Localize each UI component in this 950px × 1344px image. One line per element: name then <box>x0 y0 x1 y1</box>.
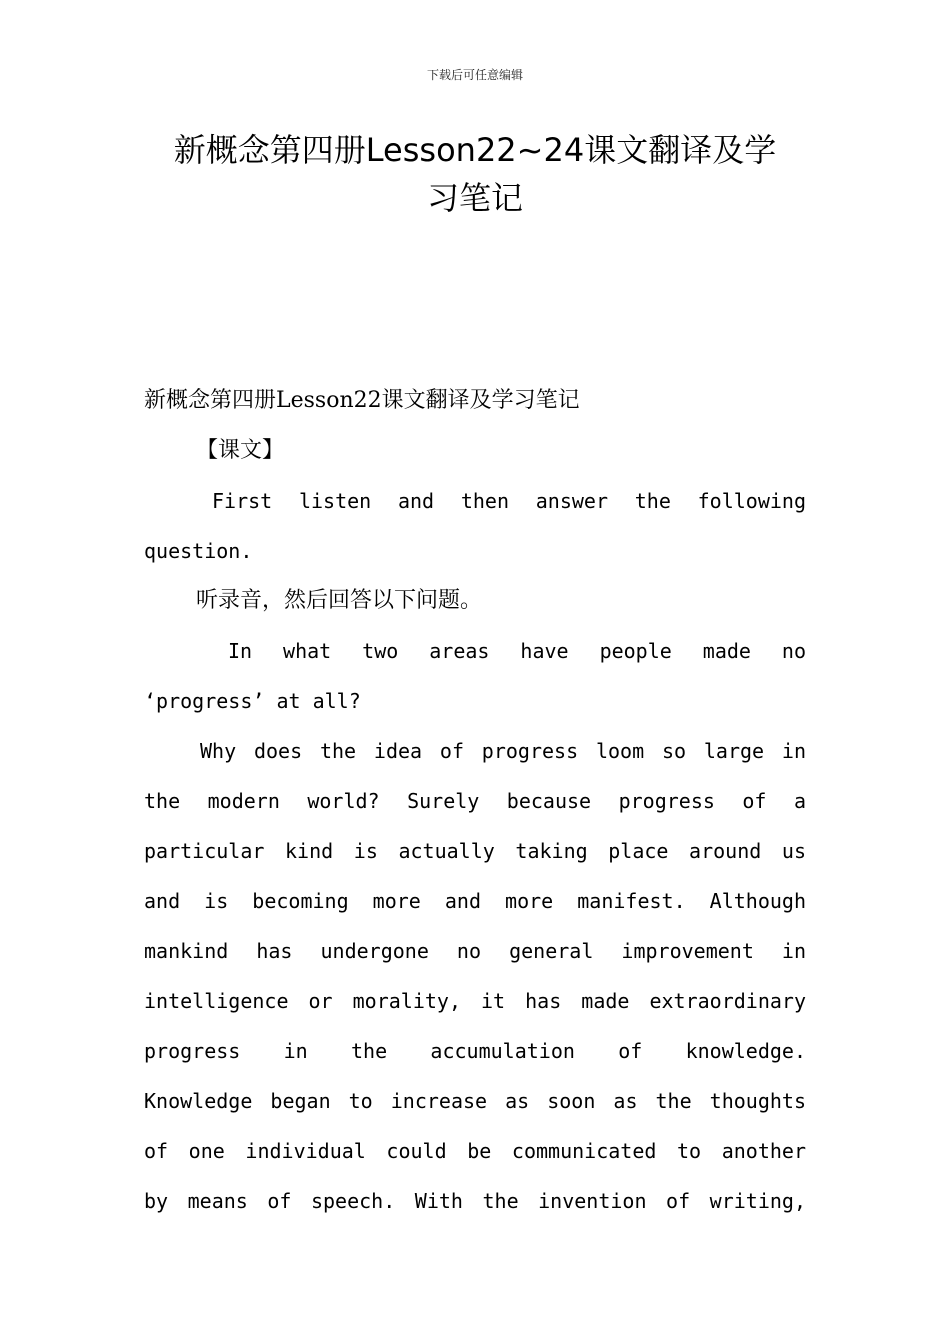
header-note: 下载后可任意编辑 <box>426 68 523 82</box>
instruction-en-line-1: First listen and then answer the following <box>212 489 806 513</box>
title-line-1: 新概念第四册Lesson22~24课文翻译及学 <box>173 131 777 169</box>
passage-line: Why does the idea of progress loom so large in <box>200 739 806 763</box>
passage-line: progress in the accumulation of knowledge. <box>144 1039 806 1063</box>
passage-line: intelligence or morality, it has made extraordinary <box>144 989 806 1013</box>
instruction-cn: 听录音，然后回答以下问题。 <box>196 588 483 613</box>
document-body <box>144 376 806 1226</box>
passage-line: by means of speech. With the invention of writing, <box>144 1189 806 1213</box>
passage-line: the modern world? Surely because progress of a <box>144 789 806 813</box>
passage-line: Knowledge began to increase as soon as the thoughts <box>144 1089 806 1113</box>
question-line-1: In what two areas have people made no <box>228 639 806 663</box>
passage-line: mankind has undergone no general improvement in <box>144 939 806 963</box>
passage-line: and is becoming more and more manifest. Although <box>144 889 806 913</box>
title-line-2: 习笔记 <box>426 179 523 217</box>
passage-line: of one individual could be communicated to another <box>144 1139 806 1163</box>
question-line-2: ‘progress’ at all? <box>144 689 361 713</box>
passage-line: particular kind is actually taking place around us <box>144 839 806 863</box>
document-title <box>140 126 810 222</box>
text-label: 【课文】 <box>196 438 285 463</box>
instruction-en-line-2: question. <box>144 539 253 563</box>
section-heading: 新概念第四册Lesson22课文翻译及学习笔记 <box>144 388 580 413</box>
